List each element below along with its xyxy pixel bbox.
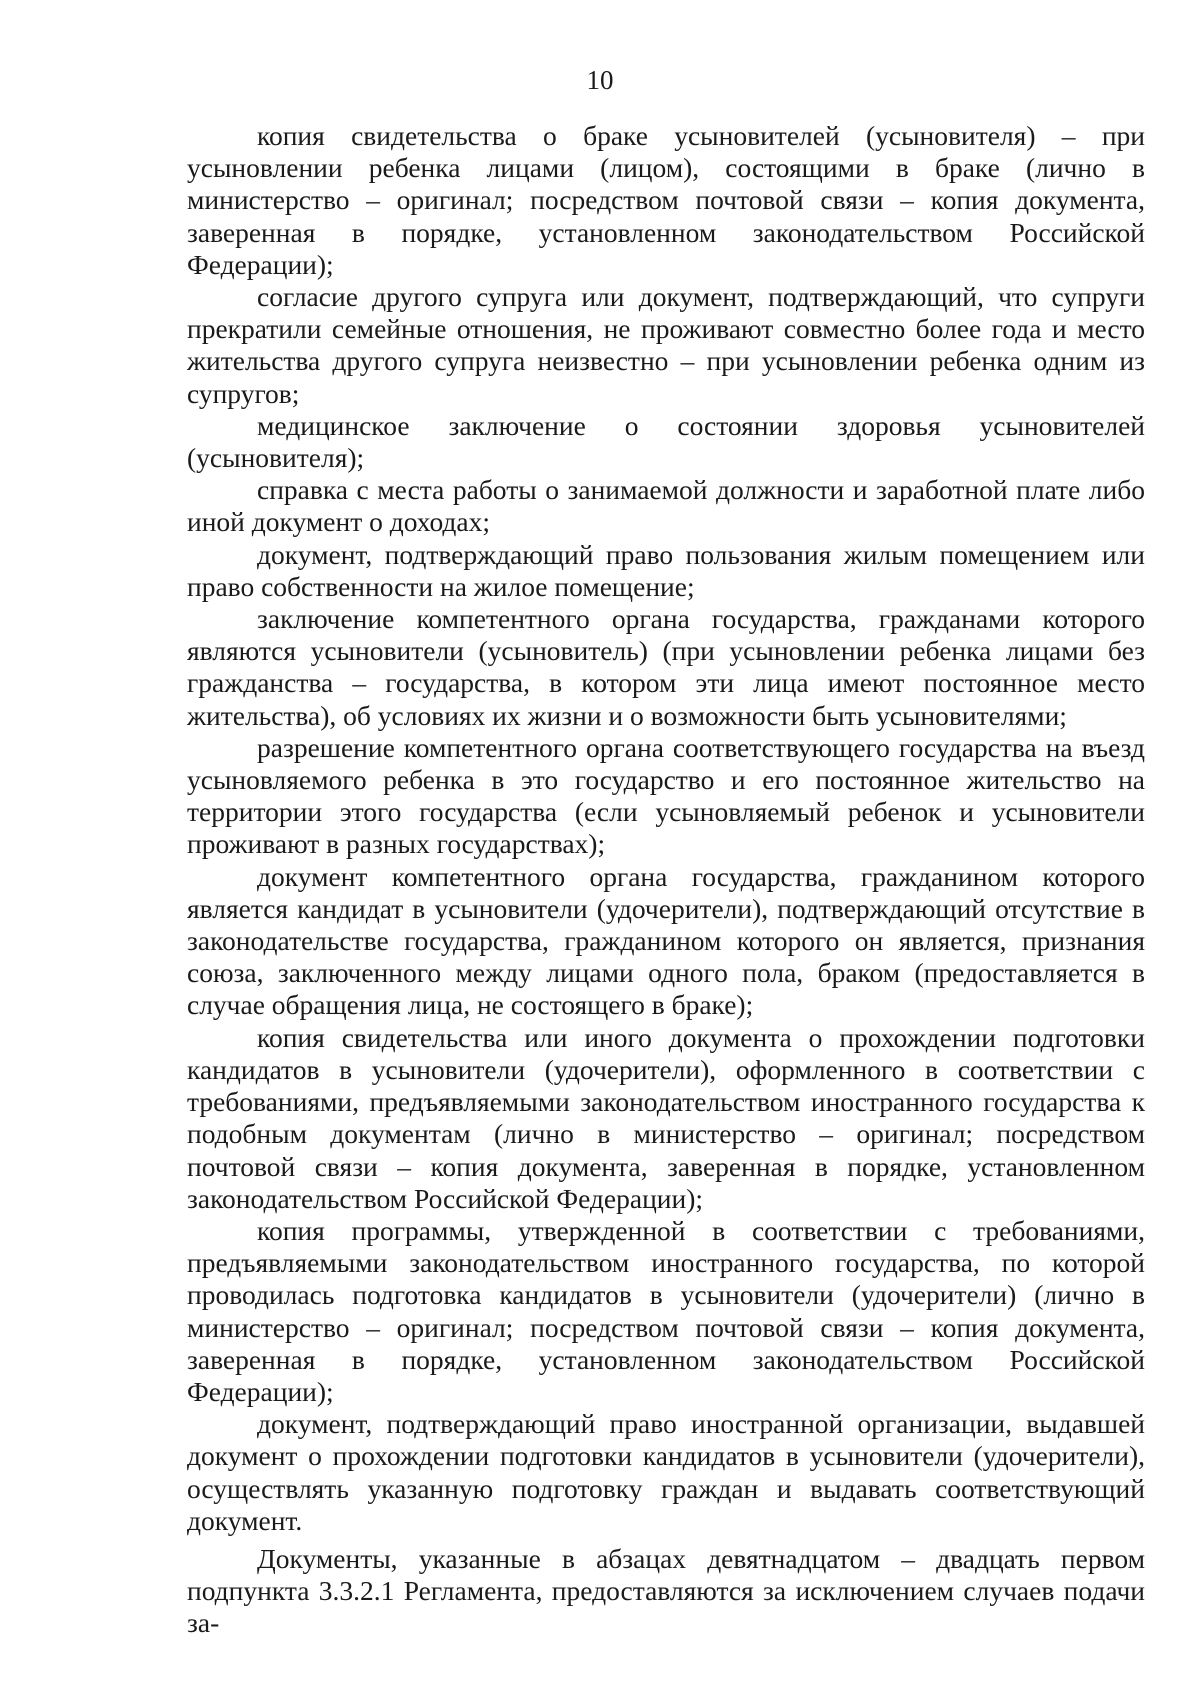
paragraph-training-certificate: копия свидетельства или иного документа о прохождении подготовки кандидатов в усыновители (удочерители), оформленного в соответствии с требованиями, предъявляемыми законодательством иностранного государства к подобным документам (лично в министерство – оригинал; посредством почтовой связи – копия документа, заверенная в порядке, установленном законодательством Российской Федерации); — [187, 1021, 1145, 1214]
paragraph-organization-right: документ, подтверждающий право иностранной организации, выдавшей документ о прохождении подготовки кандидатов в усыновители (удочерители), осуществлять указанную подготовку граждан и выдавать соответствующий документ. — [187, 1408, 1145, 1536]
paragraph-competent-authority-conclusion: заключение компетентного органа государства, гражданами которого являются усыновители (усыновитель) (при усыновлении ребенка лицами без гражданства – государства, в котором эти лица имеют постоянное место жительства), об условиях их жизни и о возможности быть усыновителями; — [187, 603, 1145, 731]
paragraph-housing-document: документ, подтверждающий право пользования жилым помещением или право собственности на жилое помещение; — [187, 538, 1145, 602]
paragraph-spouse-consent: согласие другого супруга или документ, подтверждающий, что супруги прекратили семейные отношения, не проживают совместно более года и место жительства другого супруга неизвестно – при усыновлении ребенка одним из супругов; — [187, 281, 1145, 409]
paragraph-training-program: копия программы, утвержденной в соответствии с требованиями, предъявляемыми законодательством иностранного государства, по которой проводилась подготовка кандидатов в усыновители (удочерители) (лично в министерство – оригинал; посредством почтовой связи – копия документа, заверенная в порядке, установленном законодательством Российской Федерации); — [187, 1214, 1145, 1407]
paragraph-income-certificate: справка с места работы о занимаемой должности и заработной плате либо иной документ о доходах; — [187, 474, 1145, 538]
paragraph-entry-permission: разрешение компетентного органа соответствующего государства на въезд усыновляемого ребенка в это государство и его постоянное жительство на территории этого государства (если усыновляемый ребенок и усыновители проживают в разных государствах); — [187, 731, 1145, 860]
paragraph-medical-report: медицинское заключение о состоянии здоровья усыновителей (усыновителя); — [187, 409, 1145, 474]
paragraph-marriage-certificate: копия свидетельства о браке усыновителей (усыновителя) – при усыновлении ребенка лицами (лицом), состоящими в браке (лично в министерство – оригинал; посредством почтовой связи – копия документа, заверенная в порядке, установленном законодательством Российской Федерации); — [187, 120, 1145, 280]
paragraph-documents-note: Документы, указанные в абзацах девятнадцатом – двадцать первом подпункта 3.3.2.1 Регламента, предоставляются за исключением случаев подачи за- — [187, 1542, 1145, 1639]
page-number: 10 — [586, 65, 614, 95]
document-body — [187, 120, 1145, 1640]
paragraph-same-sex-union-document: документ компетентного органа государства, гражданином которого является кандидат в усыновители (удочерители), подтверждающий отсутствие в законодательстве государства, гражданином которого он является, признания союза, заключенного между лицами одного пола, браком (предоставляется в случае обращения лица, не состоящего в браке); — [187, 860, 1145, 1021]
